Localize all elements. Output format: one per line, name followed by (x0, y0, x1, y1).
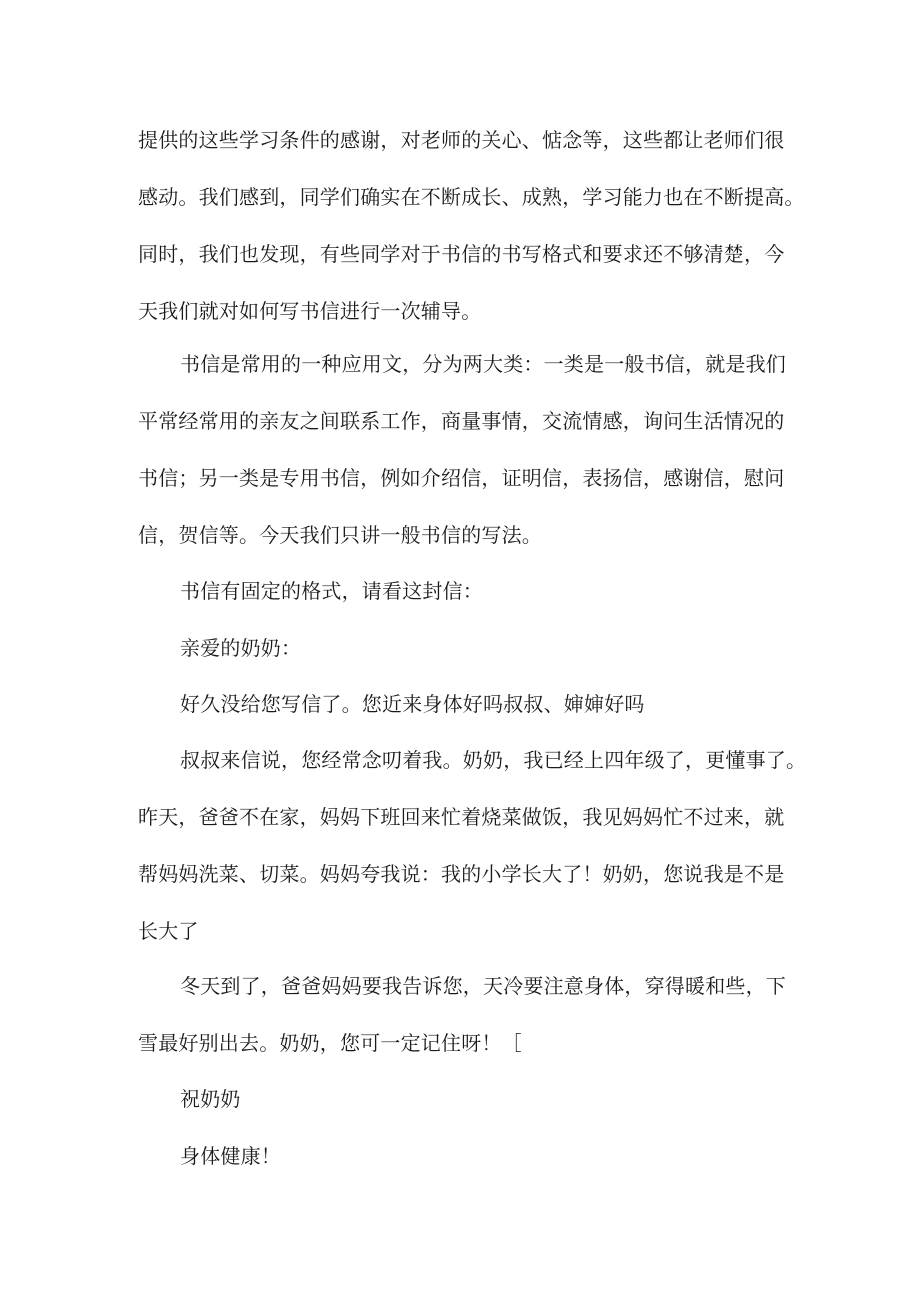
paragraph-first-line: 冬天到了，爸爸妈妈要我告诉您，天冷要注意身体，穿得暖和些，下 (180, 974, 786, 998)
text-line: 平常经常用的亲友之间联系工作，商量事情，交流情感，询问生活情况的 (138, 409, 785, 433)
letter-salutation: 亲爱的奶奶： (180, 636, 302, 660)
text-line: 同时，我们也发现，有些同学对于书信的书写格式和要求还不够清楚，今 (138, 242, 785, 266)
text-line: 雪最好别出去。奶奶，您可一定记住呀！［ (138, 1031, 522, 1055)
paragraph-first-line: 书信是常用的一种应用文，分为两大类：一类是一般书信，就是我们 (180, 352, 786, 376)
text-line: 帮妈妈洗菜、切菜。妈妈夸我说：我的小学长大了！奶奶，您说我是不是 (138, 862, 785, 886)
text-line: 书信；另一类是专用书信，例如介绍信，证明信，表扬信，感谢信，慰问 (138, 466, 785, 490)
text-line: 天我们就对如何写书信进行一次辅导。 (138, 299, 482, 323)
text-line: 长大了 (138, 919, 199, 943)
text-line: 信，贺信等。今天我们只讲一般书信的写法。 (138, 523, 542, 547)
text-line: 昨天，爸爸不在家，妈妈下班回来忙着烧菜做饭，我见妈妈忙不过来，就 (138, 805, 785, 829)
letter-closing: 祝奶奶 (180, 1087, 241, 1111)
paragraph-first-line: 叔叔来信说，您经常念叨着我。奶奶，我已经上四年级了，更懂事了。 (180, 748, 807, 772)
letter-closing-wish: 身体健康！ (180, 1144, 281, 1168)
text-line: 提供的这些学习条件的感谢，对老师的关心、惦念等，这些都让老师们很 (138, 128, 785, 152)
paragraph-first-line: 书信有固定的格式，请看这封信： (180, 579, 483, 603)
text-line: 感动。我们感到，同学们确实在不断成长、成熟，学习能力也在不断提高。 (138, 185, 805, 209)
paragraph-first-line: 好久没给您写信了。您近来身体好吗叔叔、婶婶好吗 (180, 692, 645, 716)
